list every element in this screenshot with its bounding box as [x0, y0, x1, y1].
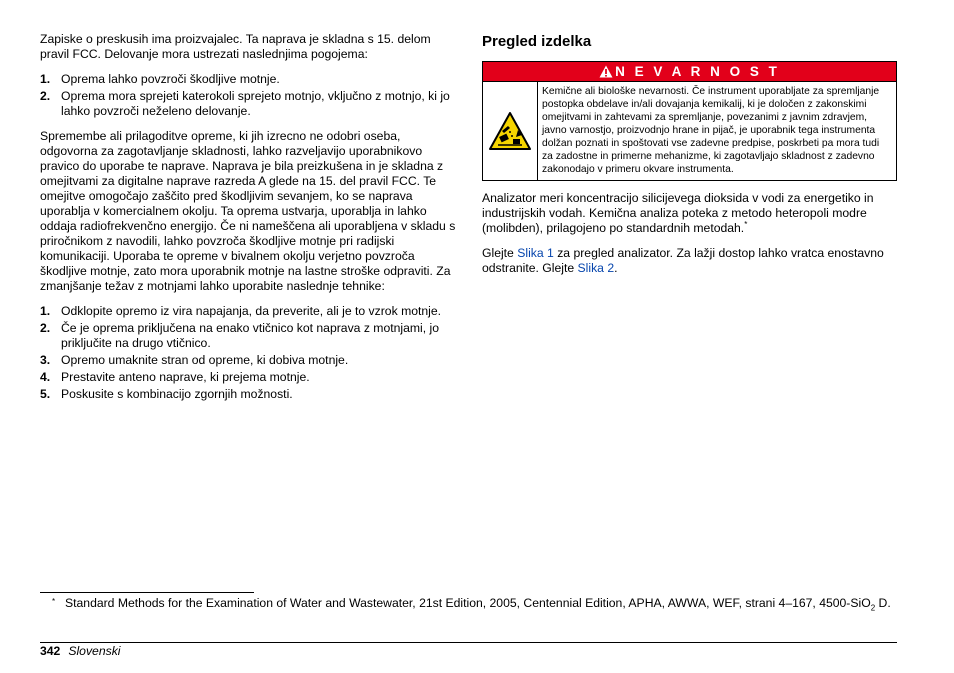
list-item: 1. Oprema lahko povzroči škodljive motnje. — [40, 72, 280, 86]
right-column — [482, 33, 898, 276]
list-item: 1. Odklopite opremo iz vira napajanja, da preverite, ali je to vzrok motnje. — [40, 304, 442, 318]
left-column — [40, 32, 456, 404]
list-item: 4. Prestavite anteno naprave, ki prejema motnje. — [40, 370, 310, 384]
list-item: 2. Če je oprema priključena na enako vtičnico kot naprava z motnjami, jo priključite na drugo vtičnico. — [40, 321, 440, 350]
page-footer — [40, 644, 121, 659]
footer-divider — [40, 642, 897, 643]
figure-reference: Glejte Slika 1 za pregled analizator. Za lažji dostop lahko vratca enostavno odstranite. Glejte Slika 2. — [482, 246, 884, 275]
danger-text: Kemične ali biološke nevarnosti. Če instrument uporabljate za spremljanje postopka obdelave in/ali dovajanja kemikalij, ki je določen z zakonskimi omejitvami in zahtevami za spremljanje, povezanimi z javnim zdravjem, javno varnostjo, proizvodnjo hrane in pijač, je uporabnik tega instrumenta dolžan poznati in spoštovati vse zadevne predpise, poskrbeti pa mora tudi za zadostne in primerne mehanizme, ki zagotavljajo skladnost z zadevno zakonodajo v primeru okvare instrumenta. — [542, 86, 880, 175]
list-item: 2. Oprema mora sprejeti katerokoli sprejeto motnjo, vključno z motnjo, ki jo lahko povzroči neželeno delovanje. — [40, 89, 450, 118]
danger-body — [483, 82, 896, 180]
figure-1-link[interactable]: Slika 1 — [517, 246, 554, 260]
figure-2-link[interactable]: Slika 2 — [577, 261, 615, 275]
fcc-body: Spremembe ali prilagoditve opreme, ki jih izrecno ne odobri oseba, odgovorna za zagotavljanje skladnosti, lahko razveljavijo uporabnikovo pravico do uporabe te naprave. Naprava je bila preizkušena in je skladna z omejitvami za digitalne naprave razreda A glede na 15. del pravil FCC. Te omejitve omogočajo zaščito pred škodljivim sevanjem, ko se naprava uporablja v komercialnem okolju. Ta oprema ustvarja, uporablja in lahko oddaja radiofrekvenčno energijo. Če ni nameščena ali uporabljena v skladu s priročnikom z navodili, lahko povzroča škodljive motnje pri radijski komunikaciji. Uporaba te opreme v bivalnem okolju verjetno povzroča škodljive motnje, zato mora uporabnik motnje na lastne stroške odpraviti. Za zmanjšanje težav z motnjami lahko uporabite naslednje tehnike: — [40, 129, 456, 293]
warning-triangle-icon — [599, 65, 613, 78]
interference-techniques-list — [40, 304, 456, 402]
analyzer-description: Analizator meri koncentracijo silicijevega dioksida v vodi za energetiko in industrijskih vodah. Kemična analiza poteka z metodo heteropoli modre (molibden), prilagojeno po standardnih metodah.* — [482, 191, 874, 235]
danger-header — [483, 62, 896, 82]
corrosive-hazard-icon — [488, 111, 532, 151]
danger-icon-cell — [483, 82, 538, 180]
section-heading: Pregled izdelka — [482, 33, 592, 50]
fcc-conditions-list — [40, 72, 456, 119]
footer-language: Slovenski — [68, 644, 121, 658]
list-item: 3. Opremo umaknite stran od opreme, ki dobiva motnje. — [40, 353, 349, 367]
danger-label: N E V A R N O S T — [615, 64, 780, 79]
fcc-intro: Zapiske o preskusih ima proizvajalec. Ta naprava je skladna s 15. delom pravil FCC. Delovanje mora ustrezati naslednjima pogojema: — [40, 32, 431, 61]
footnote-ref: * — [744, 219, 748, 229]
footnote: * Standard Methods for the Examination of Water and Wastewater, 21st Edition, 2005, Centennial Edition, APHA, AWWA, WEF, strani 4–167, 4500-SiO$_2$ D. — [52, 596, 891, 613]
footnote-mark: * — [52, 597, 56, 606]
page-number: 342 — [40, 644, 61, 658]
footnote-divider — [40, 592, 254, 593]
list-item: 5. Poskusite s kombinacijo zgornjih možnosti. — [40, 387, 293, 401]
danger-notice — [482, 61, 897, 181]
